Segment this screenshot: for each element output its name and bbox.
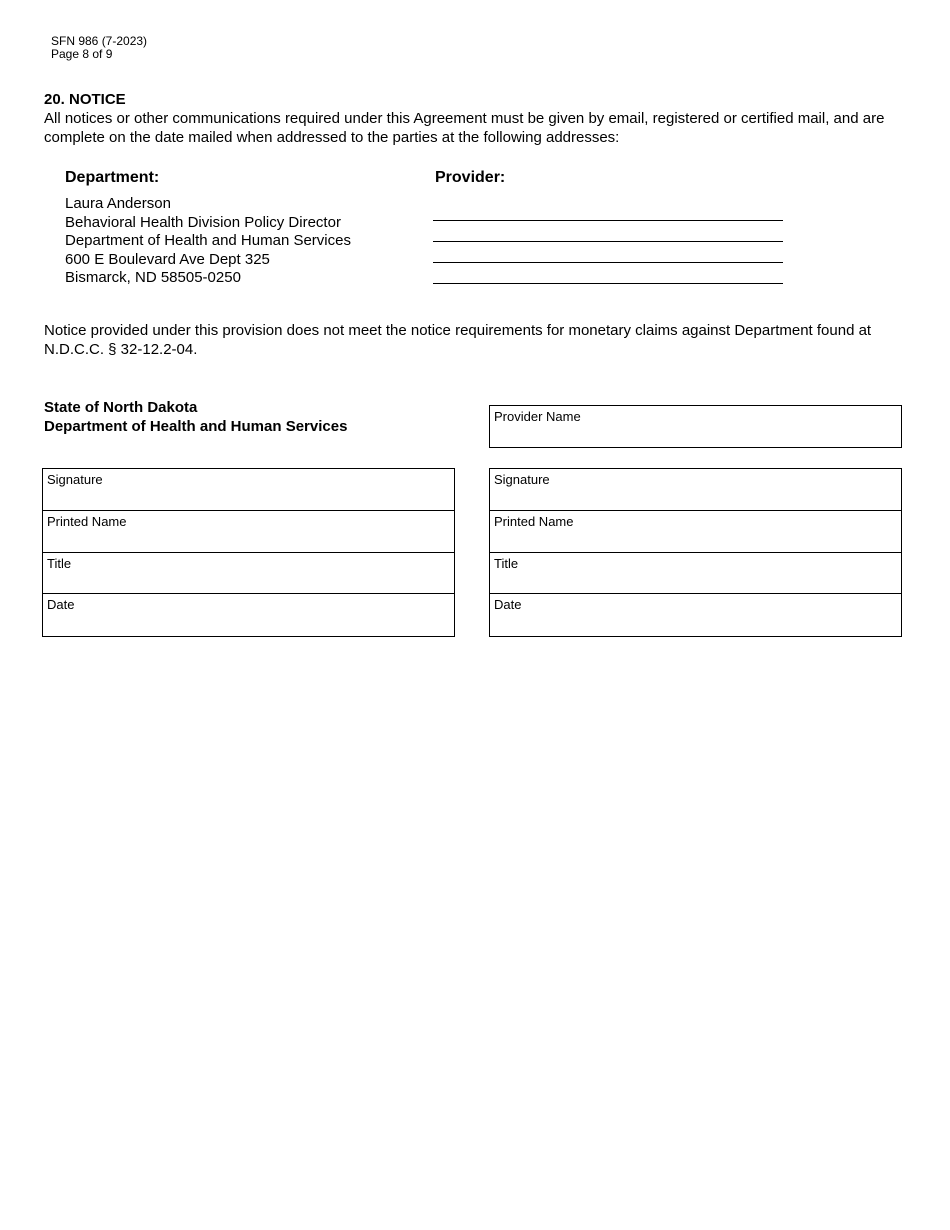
field-label: Date [47,597,75,613]
department-title-field[interactable] [43,553,454,595]
department-date-field[interactable] [43,594,454,636]
field-label: Signature [47,472,103,487]
field-label: Date [494,597,522,613]
notice-intro-paragraph: All notices or other communications required under this Agreement must be given by email, registered or certified mail, and are complete on the date mailed when addressed to the parties at the following addresses: [44,110,885,146]
address-line: Department of Health and Human Services [65,232,351,249]
provider-signature-field[interactable] [490,469,901,511]
field-label: Printed Name [47,513,127,529]
provider-address-line-2[interactable] [433,241,783,242]
provider-date-field[interactable] [490,594,901,636]
provider-signature-table [489,468,902,637]
page-number: Page 8 of 9 [51,47,113,61]
provider-title-field[interactable] [490,553,901,595]
address-line: Bismarck, ND 58505-0250 [65,269,241,286]
provider-address-line-1[interactable] [433,220,783,221]
provider-heading: Provider: [435,169,506,186]
provider-address-line-3[interactable] [433,262,783,263]
department-name: Department of Health and Human Services [44,418,348,435]
state-department-block [44,398,347,436]
provider-name-label: Provider Name [494,409,581,424]
provider-printed-name-field[interactable] [490,511,901,553]
address-line: Behavioral Health Division Policy Director [65,213,341,231]
state-name: State of North Dakota [44,399,198,416]
field-label: Printed Name [494,513,574,529]
field-label: Title [494,555,519,571]
address-line: Laura Anderson [65,195,171,212]
form-identifier [51,35,147,61]
notice-disclaimer-paragraph: Notice provided under this provision does not meet the notice requirements for monetary claims against Department found at N.D.C.C. § 32-12.2-04. [44,322,872,358]
department-address [65,195,351,288]
field-label: Title [47,555,72,571]
form-number: SFN 986 (7-2023) [51,34,148,48]
department-signature-field[interactable] [43,469,454,511]
department-signature-table [42,468,455,637]
provider-address-line-4[interactable] [433,283,783,284]
department-printed-name-field[interactable] [43,511,454,553]
department-heading: Department: [65,169,160,186]
section-heading: 20. NOTICE [44,91,126,108]
provider-name-field[interactable] [489,405,902,448]
address-line: 600 E Boulevard Ave Dept 325 [65,250,270,268]
field-label: Signature [494,472,550,487]
